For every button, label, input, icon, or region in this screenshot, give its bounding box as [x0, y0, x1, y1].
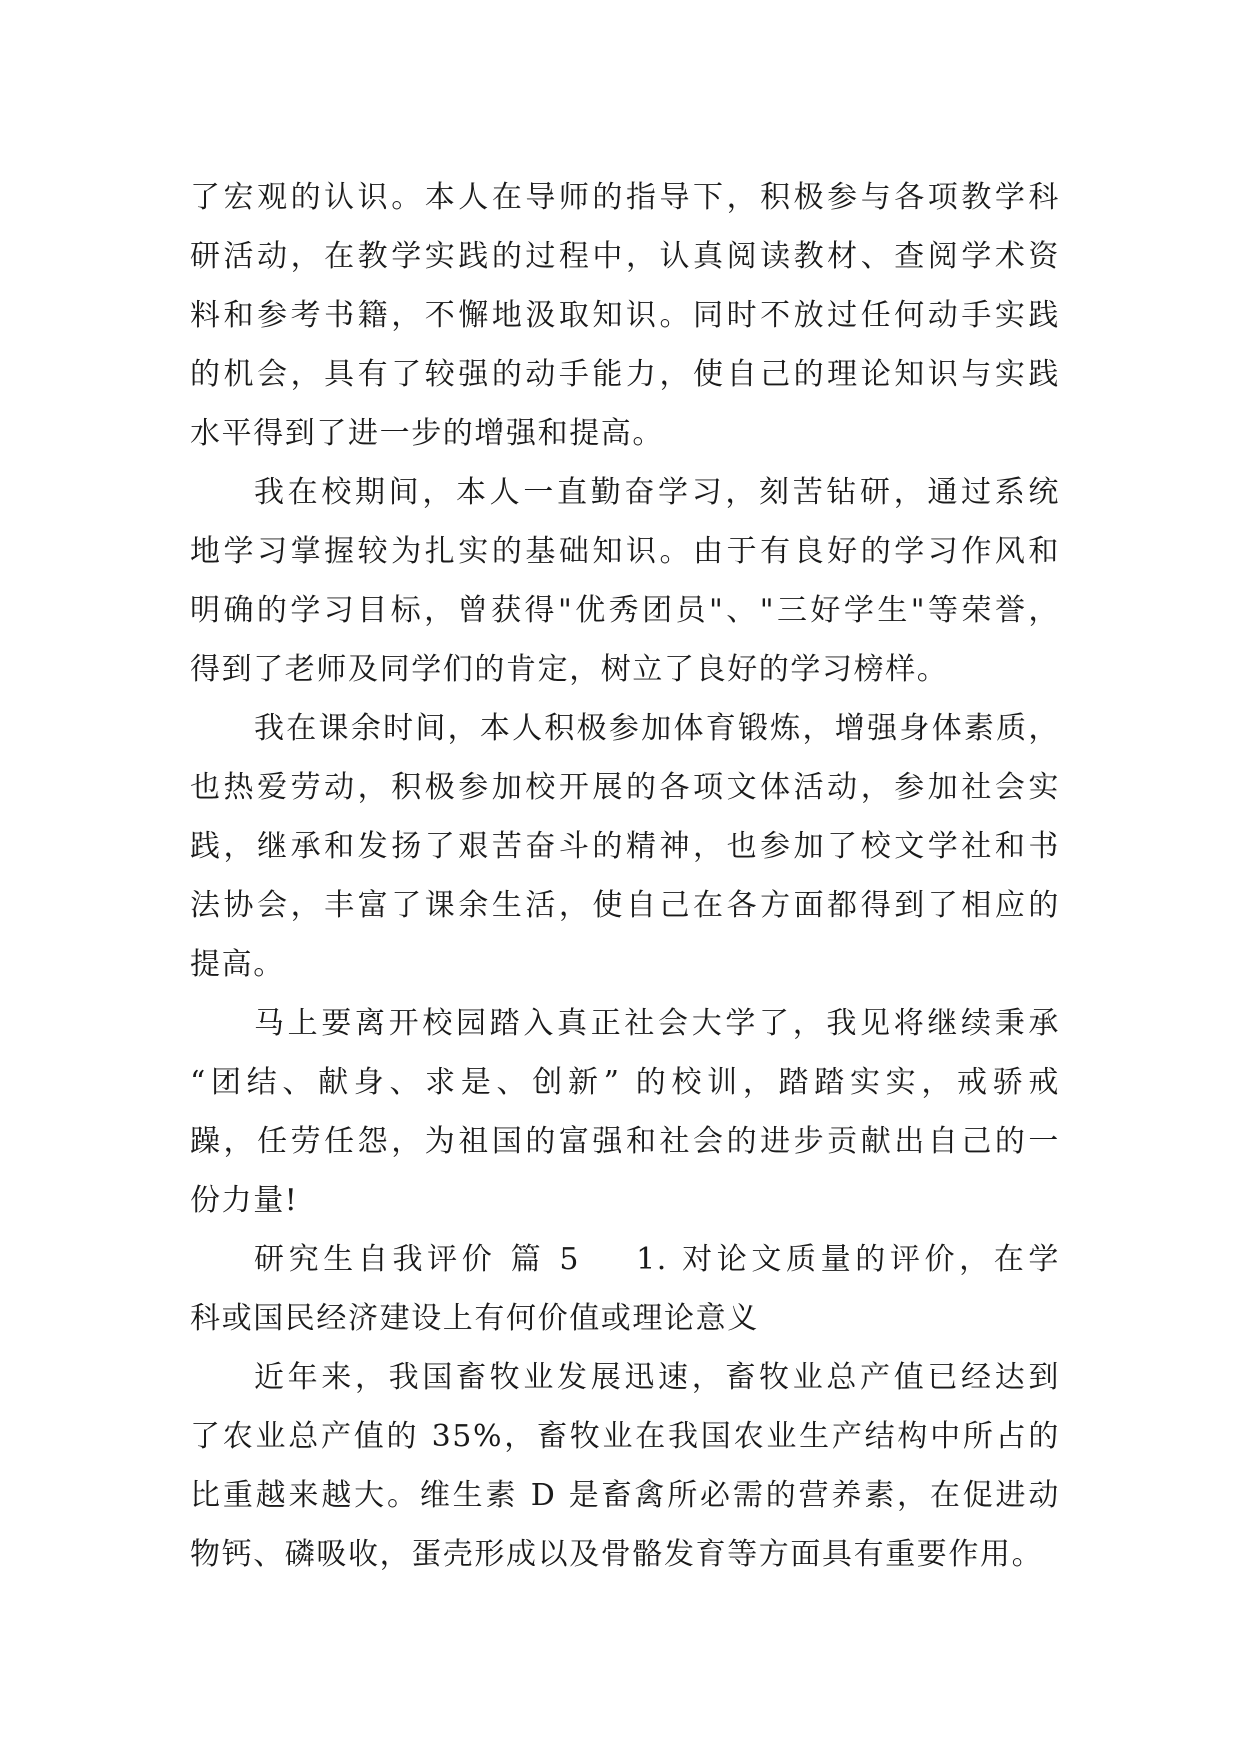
paragraph-3 — [190, 699, 1060, 994]
paragraph-1 — [190, 168, 1060, 463]
paragraph-line: 了农业总产值的 35%，畜牧业在我国农业生产结构中所占的 — [190, 1419, 1060, 1454]
paragraph-2 — [190, 463, 1060, 699]
section-heading-line — [190, 1230, 1060, 1289]
paragraph-line: 明确的学习目标，曾获得"优秀团员"、"三好学生"等荣誉， — [190, 593, 1060, 628]
paragraph-line: 水平得到了进一步的增强和提高。 — [190, 416, 664, 451]
document-body — [190, 168, 1060, 1584]
paragraph-line: 了宏观的认识。本人在导师的指导下，积极参与各项教学科 — [190, 180, 1060, 215]
paragraph-line: 份力量! — [190, 1183, 299, 1218]
paragraph-line: 我在课余时间，本人积极参加体育锻炼，增强身体素质， — [254, 711, 1060, 746]
paragraph-line: 比重越来越大。维生素 D 是畜禽所必需的营养素，在促进动 — [190, 1478, 1060, 1513]
paragraph-line: 践，继承和发扬了艰苦奋斗的精神，也参加了校文学社和书 — [190, 829, 1060, 864]
paragraph-line: 物钙、磷吸收，蛋壳形成以及骨骼发育等方面具有重要作用。 — [190, 1537, 1044, 1572]
paragraph-line: 法协会，丰富了课余生活，使自己在各方面都得到了相应的 — [190, 888, 1060, 923]
section-heading-continuation: 科或国民经济建设上有何价值或理论意义 — [190, 1301, 759, 1336]
paragraph-line: 也热爱劳动，积极参加校开展的各项文体活动，参加社会实 — [190, 770, 1060, 805]
paragraph-line: 近年来，我国畜牧业发展迅速，畜牧业总产值已经达到 — [254, 1360, 1060, 1395]
paragraph-line: 我在校期间，本人一直勤奋学习，刻苦钻研，通过系统 — [254, 475, 1060, 510]
paragraph-line: 的机会，具有了较强的动手能力，使自己的理论知识与实践 — [190, 357, 1060, 392]
paragraph-line: 地学习掌握较为扎实的基础知识。由于有良好的学习作风和 — [190, 534, 1060, 569]
section-item: 1. 对论文质量的评价，在学 — [636, 1242, 1061, 1277]
paragraph-line: 提高。 — [190, 947, 285, 982]
section-title: 研究生自我评价 篇 5 — [254, 1242, 581, 1277]
section-heading — [190, 1230, 1060, 1348]
paragraph-line: 研活动，在教学实践的过程中，认真阅读教材、查阅学术资 — [190, 239, 1060, 274]
paragraph-4 — [190, 994, 1060, 1230]
paragraph-5 — [190, 1348, 1060, 1584]
paragraph-line: 马上要离开校园踏入真正社会大学了，我见将继续秉承 — [254, 1006, 1060, 1041]
paragraph-line: “团结、献身、求是、创新” 的校训，踏踏实实，戒骄戒 — [190, 1065, 1060, 1100]
paragraph-line: 躁，任劳任怨，为祖国的富强和社会的进步贡献出自己的一 — [190, 1124, 1060, 1159]
paragraph-line: 得到了老师及同学们的肯定，树立了良好的学习榜样。 — [190, 652, 949, 687]
paragraph-line: 料和参考书籍，不懈地汲取知识。同时不放过任何动手实践 — [190, 298, 1060, 333]
